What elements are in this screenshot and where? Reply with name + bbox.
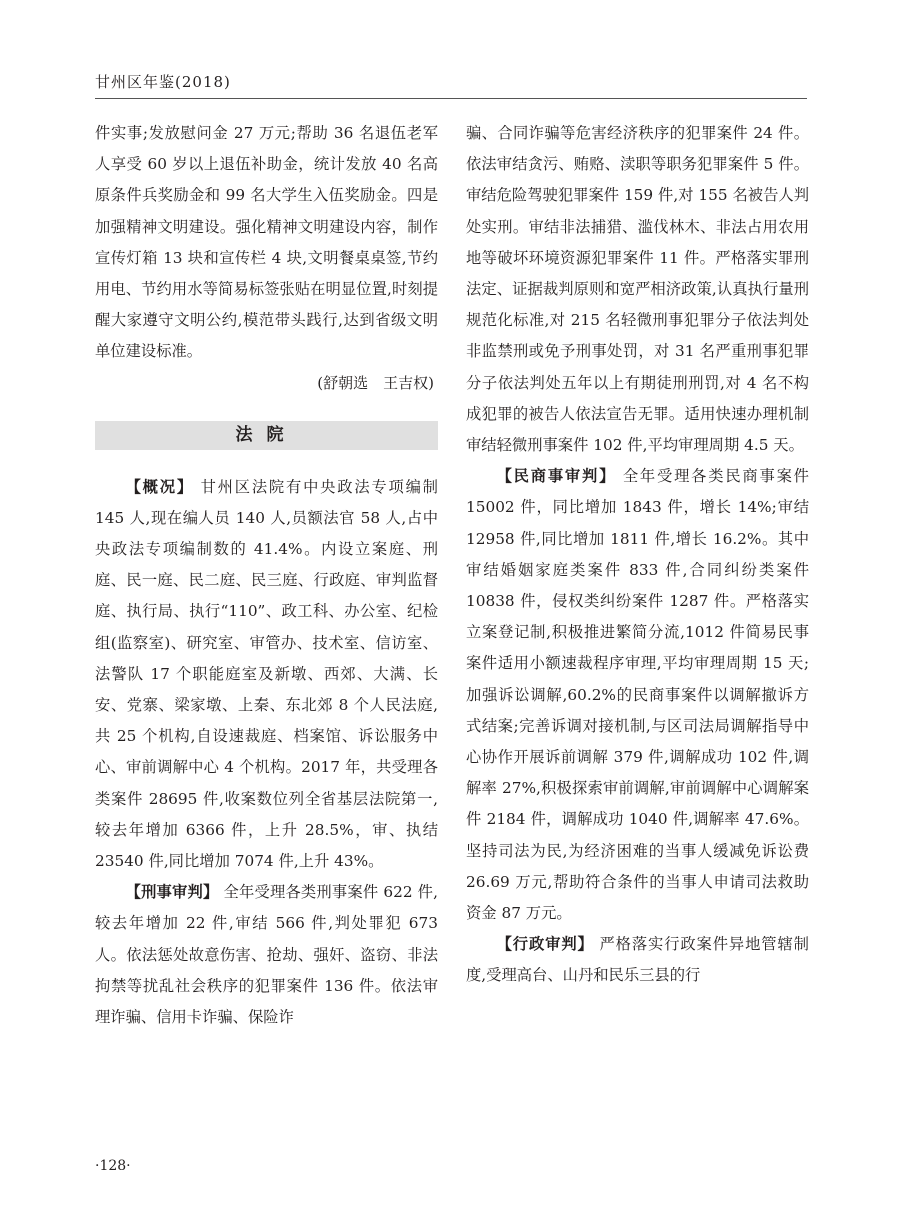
- overview-text: 甘州区法院有中央政法专项编制 145 人,现在编人员 140 人,员额法官 58 人,占中央政法专项编制数的 41.4%。内设立案庭、刑庭、民一庭、民二庭、民三庭、行政庭、审判监督庭、执行局、执行“110”、政工科、办公室、纪检组(监察室)、研究室、审管办、技术室、信访室、法警队 17 个职能庭室及新墩、西郊、大满、长安、党寨、梁家墩、上秦、东北郊 8 个人民法庭,共 25 个机构,自设速裁庭、档案馆、诉讼服务中心、审前调解中心 4 个机构。2017 年，共受理各类案件 28695 件,收案数位列全省基层法院第一,较去年增加 6366 件，上升 28.5%，审、执结 23540 件,同比增加 7074 件,上升 43%。: [95, 477, 438, 871]
- running-header: [95, 68, 807, 99]
- civil-trial-paragraph: [466, 461, 809, 929]
- criminal-trial-paragraph: [95, 877, 438, 1033]
- right-paragraph-1: 骗、合同诈骗等危害经济秩序的犯罪案件 24 件。依法审结贪污、贿赂、渎职等职务犯罪案件 5 件。审结危险驾驶犯罪案件 159 件,对 155 名被告人判处实刑。审结非法捕猎、滥伐林木、非法占用农用地等破坏环境资源犯罪案件 11 件。严格落实罪刑法定、证据裁判原则和宽严相济政策,认真执行量刑规范化标准,对 215 名轻微刑事犯罪分子依法判处非监禁刑或免予刑事处罚，对 31 名严重刑事犯罪分子依法判处五年以上有期徒刑刑罚,对 4 名不构成犯罪的被告人依法宣告无罪。适用快速办理机制审结轻微刑事案件 102 件,平均审理周期 4.5 天。: [466, 124, 809, 455]
- criminal-trial-lead: 【刑事审判】: [125, 883, 219, 902]
- administrative-trial-paragraph: [466, 929, 809, 991]
- author-signature: (舒朝选 王吉权): [317, 373, 434, 392]
- civil-trial-text: 全年受理各类民商事案件 15002 件，同比增加 1843 件，增长 14%;审结 12958 件,同比增加 1811 件,增长 16.2%。其中审结婚姻家庭类案件 833 件,合同纠纷类案件 10838 件，侵权类纠纷案件 1287 件。严格落实立案登记制,积极推进繁简分流,1012 件简易民事案件适用小额速裁程序审理,平均审理周期 15 天;加强诉讼调解,60.2%的民商事案件以调解撤诉方式结案;完善诉调对接机制,与区司法局调解指导中心协作开展诉前调解 379 件,调解成功 102 件,调解率 27%,积极探索审前调解,审前调解中心调解案件 2184 件，调解成功 1040 件,调解率 47.6%。坚持司法为民,为经济困难的当事人缓减免诉讼费 26.69 万元,帮助符合条件的当事人申请司法救助资金 87 万元。: [466, 467, 809, 923]
- administrative-trial-text: 严格落实行政案件异地管辖制度,受理高台、山丹和民乐三县的行: [466, 935, 809, 985]
- left-paragraph-1: 件实事;发放慰问金 27 万元;帮助 36 名退伍老军人享受 60 岁以上退伍补助金，统计发放 40 名高原条件兵奖励金和 99 名大学生入伍奖励金。四是加强精神文明建设。强化精神文明建设内容，制作宣传灯箱 13 块和宣传栏 4 块,文明餐桌桌签,节约用电、节约用水等简易标签张贴在明显位置,时刻提醒大家遵守文明公约,模范带头践行,达到省级文明单位建设标准。: [95, 124, 438, 361]
- overview-paragraph: [95, 472, 438, 878]
- civil-trial-lead: 【民商事审判】: [496, 467, 617, 486]
- left-column: [95, 118, 438, 1033]
- header-title: 甘州区年鉴(2018): [95, 73, 231, 91]
- overview-lead: 【概况】: [125, 477, 194, 496]
- criminal-trial-text: 全年受理各类刑事案件 622 件,较去年增加 22 件,审结 566 件,判处罪犯 673 人。依法惩处故意伤害、抢劫、强奸、盗窃、非法拘禁等扰乱社会秩序的犯罪案件 136 件。依法审理诈骗、信用卡诈骗、保险诈: [95, 883, 438, 1027]
- right-column: [466, 118, 809, 992]
- page-number: ·128·: [95, 1158, 131, 1174]
- section-title: 法院: [95, 421, 438, 450]
- administrative-trial-lead: 【行政审判】: [496, 935, 594, 954]
